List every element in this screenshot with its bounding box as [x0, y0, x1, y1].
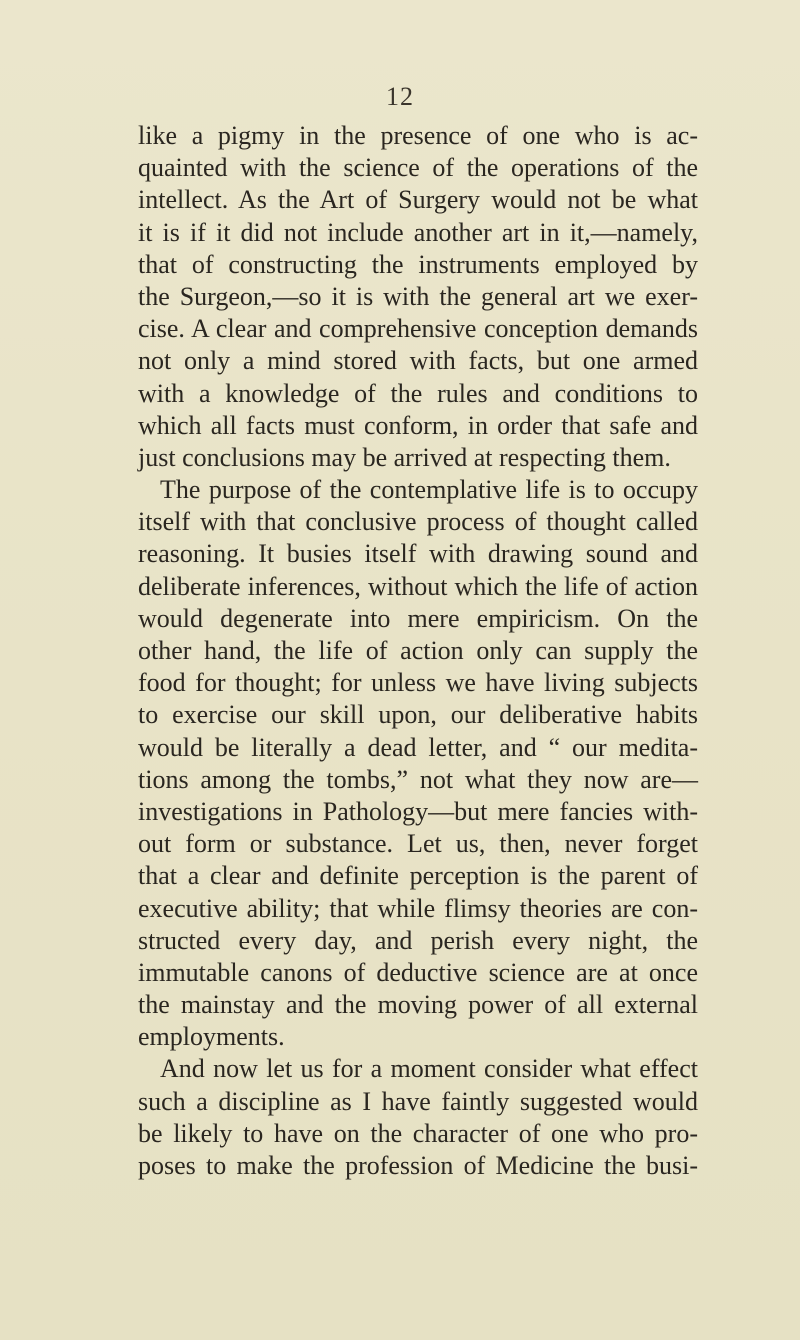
- text-line: like a pigmy in the presence of one who is ac-: [138, 121, 698, 150]
- text-line: quainted with the science of the operations of the: [138, 153, 698, 183]
- text-line: that of constructing the instruments employed by: [138, 249, 698, 279]
- text-line: would be literally a dead letter, and “ our medita-: [138, 732, 698, 762]
- text-line: employments.: [138, 1022, 285, 1052]
- text-line: the mainstay and the moving power of all external: [138, 990, 698, 1020]
- page-number: 12: [386, 82, 414, 111]
- text-line: out form or substance. Let us, then, never forget: [138, 829, 698, 859]
- text-line: it is if it did not include another art in it,—namely,: [138, 217, 698, 247]
- paragraph-start: And now let us for a moment consider what effect: [160, 1054, 698, 1084]
- text-line: immutable canons of deductive science are at once: [138, 957, 698, 987]
- text-line: would degenerate into mere empiricism. On the: [138, 603, 698, 633]
- text-line: structed every day, and perish every night, the: [138, 925, 698, 955]
- text-line: which all facts must conform, in order that safe and: [138, 410, 698, 440]
- text-line: the Surgeon,—so it is with the general art we exer-: [138, 281, 698, 311]
- text-line: tions among the tombs,” not what they now are—: [138, 764, 698, 794]
- text-line: executive ability; that while flimsy theories are con-: [138, 893, 698, 923]
- text-line: such a discipline as I have faintly suggested would: [138, 1086, 698, 1116]
- text-line: other hand, the life of action only can supply the: [138, 636, 698, 665]
- text-line: cise. A clear and comprehensive conception demands: [138, 314, 698, 344]
- text-line: intellect. As the Art of Surgery would not be what: [138, 185, 698, 215]
- text-line: investigations in Pathology—but mere fancies with-: [138, 796, 698, 826]
- text-line: not only a mind stored with facts, but one armed: [138, 346, 698, 376]
- text-line: with a knowledge of the rules and conditions to: [138, 378, 698, 408]
- text-line: itself with that conclusive process of thought called: [138, 507, 698, 537]
- text-line: just conclusions may be arrived at respecting them.: [138, 442, 671, 472]
- text-line: be likely to have on the character of one who pro-: [138, 1118, 698, 1148]
- text-line: deliberate inferences, without which the life of action: [138, 571, 698, 601]
- body-text: [138, 120, 698, 1182]
- text-line: that a clear and definite perception is the parent of: [138, 861, 698, 891]
- text-line: reasoning. It busies itself with drawing sound and: [138, 539, 698, 569]
- text-line: poses to make the profession of Medicine the busi-: [138, 1151, 698, 1180]
- paragraph-start: The purpose of the contemplative life is to occupy: [160, 475, 698, 505]
- text-line: to exercise our skill upon, our deliberative habits: [138, 700, 698, 730]
- text-line: food for thought; for unless we have living subjects: [138, 668, 698, 698]
